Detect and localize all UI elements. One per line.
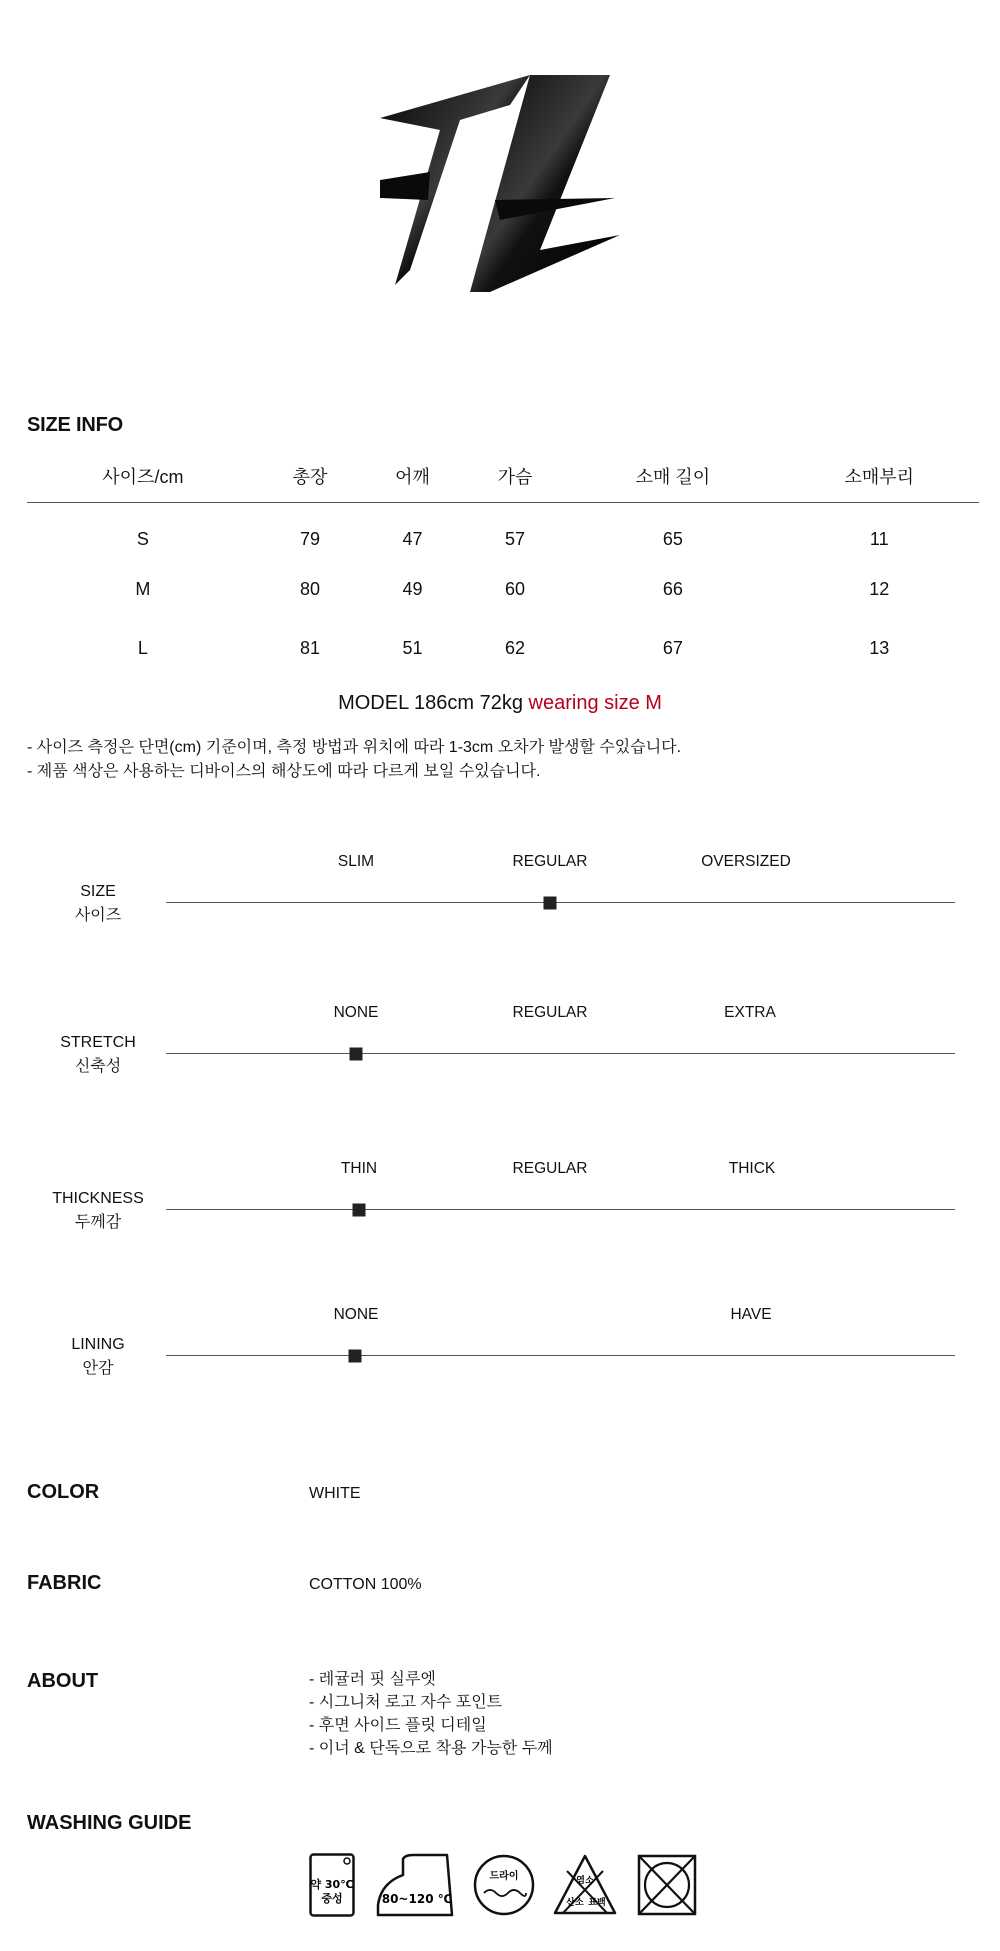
table-cell: 79 [299, 528, 320, 549]
about-line: - 이너 & 단독으로 착용 가능한 두께 [309, 1740, 553, 1757]
about-line: - 시그니처 로고 자수 포인트 [309, 1694, 503, 1711]
fit-label [28, 880, 168, 928]
size-table [27, 450, 979, 678]
size-info-title: SIZE INFO [27, 414, 123, 436]
about-line: - 후면 사이드 플릿 디테일 [309, 1717, 487, 1734]
table-cell: 13 [869, 638, 890, 658]
fit-label-ko: 사이즈 [74, 907, 122, 924]
fit-option: HAVE [730, 1306, 772, 1323]
table-cell: 51 [402, 638, 423, 658]
no-bleach-icon [553, 1853, 617, 1917]
col-header: 가슴 [464, 450, 566, 503]
iron-icon [375, 1853, 455, 1917]
fit-label-en: THICKNESS [52, 1190, 144, 1207]
iron-temp: 80~120 ℃ [381, 1892, 453, 1906]
wash-temp: 약 30℃ [310, 1878, 354, 1891]
fit-track [166, 1053, 955, 1054]
col-header: 어깨 [361, 450, 463, 503]
fit-option: NONE [333, 1004, 379, 1021]
fit-option: THIN [340, 1160, 378, 1177]
fit-track [166, 902, 955, 903]
col-header: 사이즈/cm [27, 450, 259, 503]
table-cell: 67 [662, 638, 683, 658]
table-cell: 81 [299, 638, 320, 658]
fit-track [166, 1209, 955, 1210]
table-cell: 57 [504, 528, 525, 549]
fit-marker [544, 897, 557, 910]
fit-track [166, 1355, 955, 1356]
fit-marker [349, 1350, 362, 1363]
table-cell: S [136, 528, 149, 549]
fit-label [28, 1187, 168, 1235]
dry-label: 드라이 [489, 1871, 519, 1882]
fit-label-en: SIZE [80, 883, 116, 900]
table-row [27, 619, 979, 678]
table-cell: M [135, 579, 151, 599]
note-line: - 제품 색상은 사용하는 디바이스의 해상도에 따라 다르게 보일 수있습니다. [27, 763, 541, 780]
col-header: 총장 [259, 450, 361, 503]
fit-option: OVERSIZED [701, 853, 791, 870]
size-notes [27, 736, 681, 784]
fit-option: THICK [728, 1160, 776, 1177]
bleach-right: 표백 [588, 1898, 606, 1908]
fit-label-ko: 두께감 [74, 1214, 122, 1231]
fit-label-ko: 안감 [82, 1360, 114, 1377]
fit-option: REGULAR [512, 1160, 588, 1177]
washing-title: WASHING GUIDE [27, 1812, 192, 1834]
table-cell: 49 [402, 579, 423, 599]
bleach-left: 산소 [566, 1898, 584, 1908]
table-cell: 60 [504, 579, 525, 599]
fabric-value: COTTON 100% [309, 1576, 422, 1593]
fit-option: NONE [333, 1306, 379, 1323]
fit-marker [350, 1048, 363, 1061]
col-header: 소매 길이 [566, 450, 779, 503]
color-value: WHITE [309, 1485, 361, 1502]
table-cell: 47 [402, 528, 423, 549]
table-cell: 12 [869, 579, 890, 599]
wash-mode: 중성 [321, 1892, 343, 1905]
model-size-accent: wearing size M [528, 692, 662, 714]
bleach-top: 염소 [576, 1876, 594, 1886]
fit-label [28, 1333, 168, 1381]
dry-clean-icon [472, 1853, 536, 1917]
col-header: 소매부리 [780, 450, 979, 503]
no-tumble-dry-icon [637, 1853, 697, 1917]
table-cell: 11 [869, 528, 889, 549]
fit-option: SLIM [337, 853, 375, 870]
model-text: MODEL 186cm 72kg [338, 692, 523, 714]
about-line: - 레귤러 핏 실루엣 [309, 1671, 436, 1688]
table-row [27, 503, 979, 561]
brand-logo [370, 70, 630, 300]
about-list [309, 1668, 553, 1760]
fit-label-en: STRETCH [60, 1034, 136, 1051]
fit-option: REGULAR [512, 1004, 588, 1021]
fit-option: REGULAR [512, 853, 588, 870]
note-line: - 사이즈 측정은 단면(cm) 기준이며, 측정 방법과 위치에 따라 1-3cm 오차가 발생할 수있습니다. [27, 739, 682, 756]
fit-label [28, 1031, 168, 1079]
hand-wash-30-icon [309, 1853, 355, 1917]
model-info [0, 692, 1000, 715]
table-cell: 66 [662, 579, 683, 599]
fit-label-ko: 신축성 [74, 1058, 122, 1075]
table-cell: L [137, 638, 148, 658]
color-title: COLOR [27, 1481, 100, 1503]
table-cell: 80 [299, 579, 320, 599]
table-cell: 62 [504, 638, 525, 658]
about-title: ABOUT [27, 1670, 99, 1692]
table-row [27, 560, 979, 619]
fit-label-en: LINING [71, 1336, 125, 1353]
table-cell: 65 [662, 528, 683, 549]
fit-marker [353, 1204, 366, 1217]
fit-option: EXTRA [724, 1004, 776, 1021]
fabric-title: FABRIC [27, 1572, 102, 1594]
